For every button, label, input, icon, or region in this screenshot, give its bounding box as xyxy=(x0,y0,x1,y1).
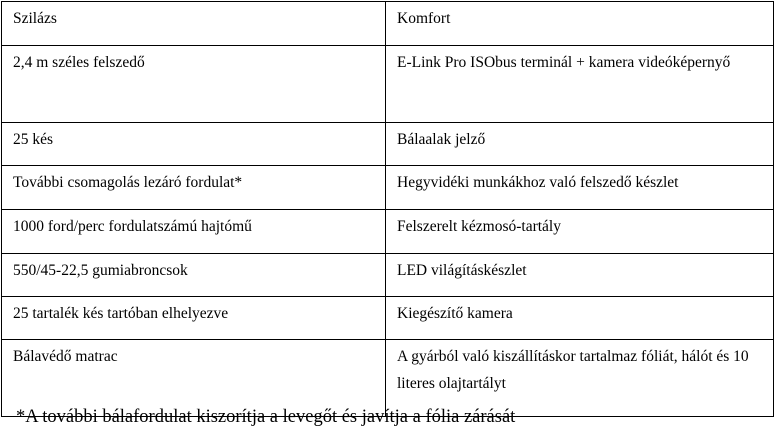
comfort-cell: Hegyvidéki munkákhoz való felszedő készlet xyxy=(386,166,774,210)
comfort-cell: A gyárból való kiszállításkor tartalmaz fóliát, hálót és 10 literes olajtartályt xyxy=(386,340,774,417)
silage-cell: 2,4 m széles felszedő xyxy=(2,46,386,123)
silage-cell: Bálavédő matrac xyxy=(2,340,386,417)
comfort-cell: Bálaalak jelző xyxy=(386,123,774,166)
comfort-cell: Felszerelt kézmosó-tartály xyxy=(386,210,774,254)
comfort-cell: LED világításkészlet xyxy=(386,254,774,297)
table-row xyxy=(2,210,774,254)
table-row xyxy=(2,166,774,210)
table-row xyxy=(2,297,774,340)
silage-cell: 25 kés xyxy=(2,123,386,166)
silage-cell: 1000 ford/perc fordulatszámú hajtómű xyxy=(2,210,386,254)
table-header-row xyxy=(2,2,774,46)
table-row xyxy=(2,254,774,297)
table-row xyxy=(2,46,774,123)
silage-cell: További csomagolás lezáró fordulat* xyxy=(2,166,386,210)
comfort-cell: Kiegészítő kamera xyxy=(386,297,774,340)
silage-cell: 25 tartalék kés tartóban elhelyezve xyxy=(2,297,386,340)
silage-cell: 550/45-22,5 gumiabroncsok xyxy=(2,254,386,297)
header-comfort: Komfort xyxy=(386,2,774,46)
table-row xyxy=(2,123,774,166)
footnote: *A további bálafordulat kiszorítja a levegőt és javítja a fólia zárását xyxy=(16,407,516,427)
equipment-table xyxy=(1,1,774,417)
header-silage: Szilázs xyxy=(2,2,386,46)
comfort-cell: E-Link Pro ISObus terminál + kamera videóképernyő xyxy=(386,46,774,123)
